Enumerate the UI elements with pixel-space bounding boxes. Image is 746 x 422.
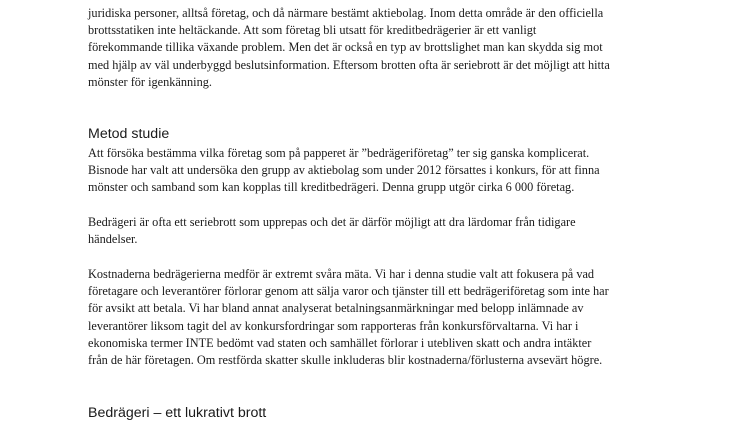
text-line: brottsstatiken inte heltäckande. Att som företag bli utsatt för kreditbedrägerier är ett vanligt [88,23,537,38]
text-line: Kostnaderna bedrägerierna medför är extremt svåra mäta. Vi har i denna studie valt att fokusera på vad [88,267,595,281]
text-line: ekonomiska termer INTE bedömt vad staten och samhället förlorar i utebliven skatt och andra intäkter [88,335,592,350]
section-heading-bedrageri: Bedrägeri – ett lukrativt brott [88,405,267,421]
text-line: Att försöka bestämma vilka företag som på papperet är ”bedrägeriföretag” ter sig ganska komplicerat. [88,146,590,160]
text-line: mönster och samband som kan kopplas till kreditbedrägeri. Denna grupp utgör cirka 6 000 företag. [88,180,575,195]
text-line: för avsikt att betala. Vi har bland annat analyserat betalningsanmärkningar med belopp inlämnade av [88,301,584,316]
method-paragraph-3 [88,266,668,369]
text-line: Bisnode har valt att undersöka den grupp av aktiebolag som under 2012 försattes i konkurs, för att finna [88,163,600,178]
text-line: Bedrägeri är ofta ett seriebrott som upprepas och det är därför möjligt att dra lärdomar från tidigare [88,215,576,229]
text-line: leverantörer liksom tagit del av konkursfordringar som rapporteras från konkursförvaltarna. Vi har i [88,318,579,333]
text-line: med hjälp av väl underbyggd beslutsinformation. Eftersom brotten ofta är seriebrott är det möjligt att hitta [88,57,610,72]
text-line: från de här företagen. Om restförda skatter skulle inkluderas blir kostnaderna/förlusterna avsevärt högre. [88,353,603,368]
text-line: juridiska personer, alltså företag, och då närmare bestämt aktiebolag. Inom detta område är den officiella [88,6,604,20]
text-line: mönster för igenkänning. [88,74,212,89]
method-paragraph-2 [88,214,668,248]
section-heading-metod-studie: Metod studie [88,126,170,142]
text-line: företagare och leverantörer förlorar genom att sälja varor och tjänster till ett bedrägeriföretag som inte har [88,284,609,299]
intro-paragraph [88,5,668,91]
text-line: förekommande tillika växande problem. Men det är också en typ av brottslighet man kan skydda sig mot [88,40,603,55]
method-paragraph-1 [88,145,668,197]
text-line: händelser. [88,232,138,247]
